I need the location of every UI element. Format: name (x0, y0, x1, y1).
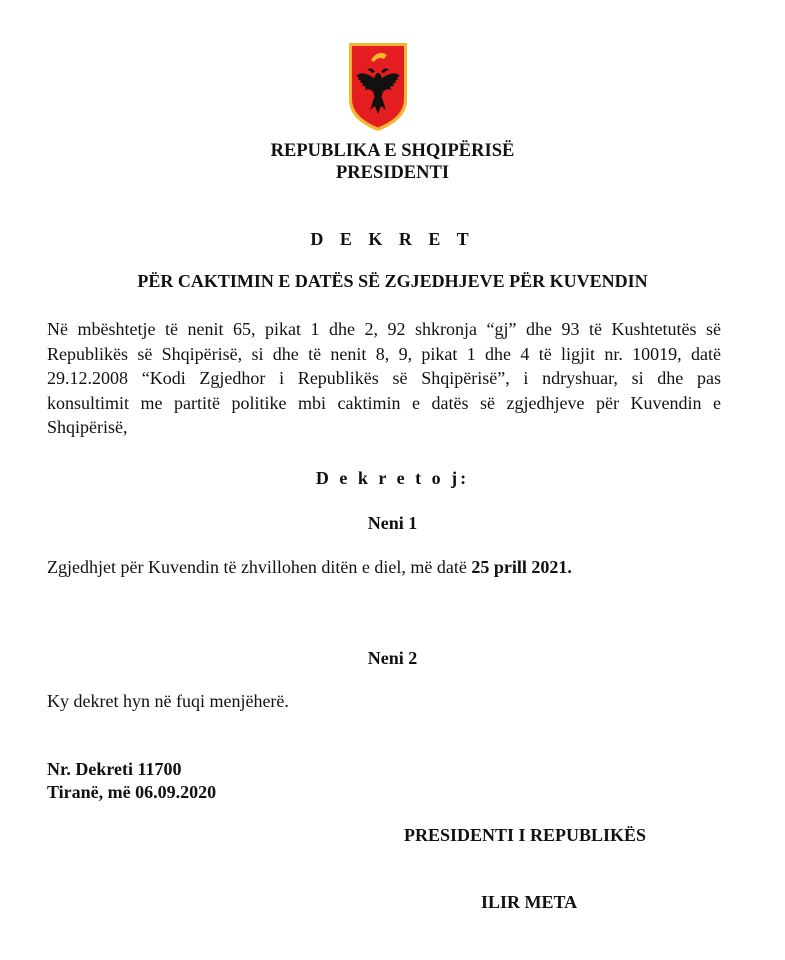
article-1-text (47, 557, 572, 578)
preamble-paragraph (47, 317, 721, 440)
preamble-line: Në mbështetje të nenit 65, pikat 1 dhe 2, 92 shkronja “gj” dhe 93 të Kushtetutës së (47, 319, 721, 339)
albania-coat-of-arms-icon (346, 40, 410, 134)
header-president: PRESIDENTI (335, 163, 450, 183)
decree-place-date: Tiranë, më 06.09.2020 (47, 782, 217, 802)
article-2-heading: Neni 2 (367, 648, 418, 668)
article-1-body: Zgjedhjet për Kuvendin të zhvillohen ditën e diel, më datë (47, 557, 472, 577)
preamble-line: konsultimit me partitë politike mbi caktimin e datës së zgjedhjeve për Kuvendin e (47, 392, 721, 413)
preamble-line: 29.12.2008 “Kodi Zgjedhor i Republikës së Shqipërisë”, i ndryshuar, si dhe pas (47, 368, 721, 388)
decretoj-heading: D e k r e t o j: (315, 468, 470, 488)
signature-name: ILIR META (481, 892, 578, 912)
preamble-line: Shqipërisë, (47, 417, 128, 437)
article-2-text: Ky dekret hyn në fuqi menjëherë. (47, 691, 289, 711)
decree-label: D E K R E T (310, 229, 475, 249)
decree-number: Nr. Dekreti 11700 (47, 759, 182, 779)
signature-title: PRESIDENTI I REPUBLIKËS (404, 825, 647, 845)
election-date: 25 prill 2021. (471, 557, 572, 577)
article-1-heading: Neni 1 (367, 513, 418, 533)
preamble-line: Republikës së Shqipërisë, si dhe të nenit 8, 9, pikat 1 dhe 4 të ligjit nr. 10019, datë (47, 343, 721, 364)
decree-subject: PËR CAKTIMIN E DATËS SË ZGJEDHJEVE PËR KUVENDIN (137, 271, 648, 291)
header-republic: REPUBLIKA E SHQIPËRISË (270, 141, 515, 161)
